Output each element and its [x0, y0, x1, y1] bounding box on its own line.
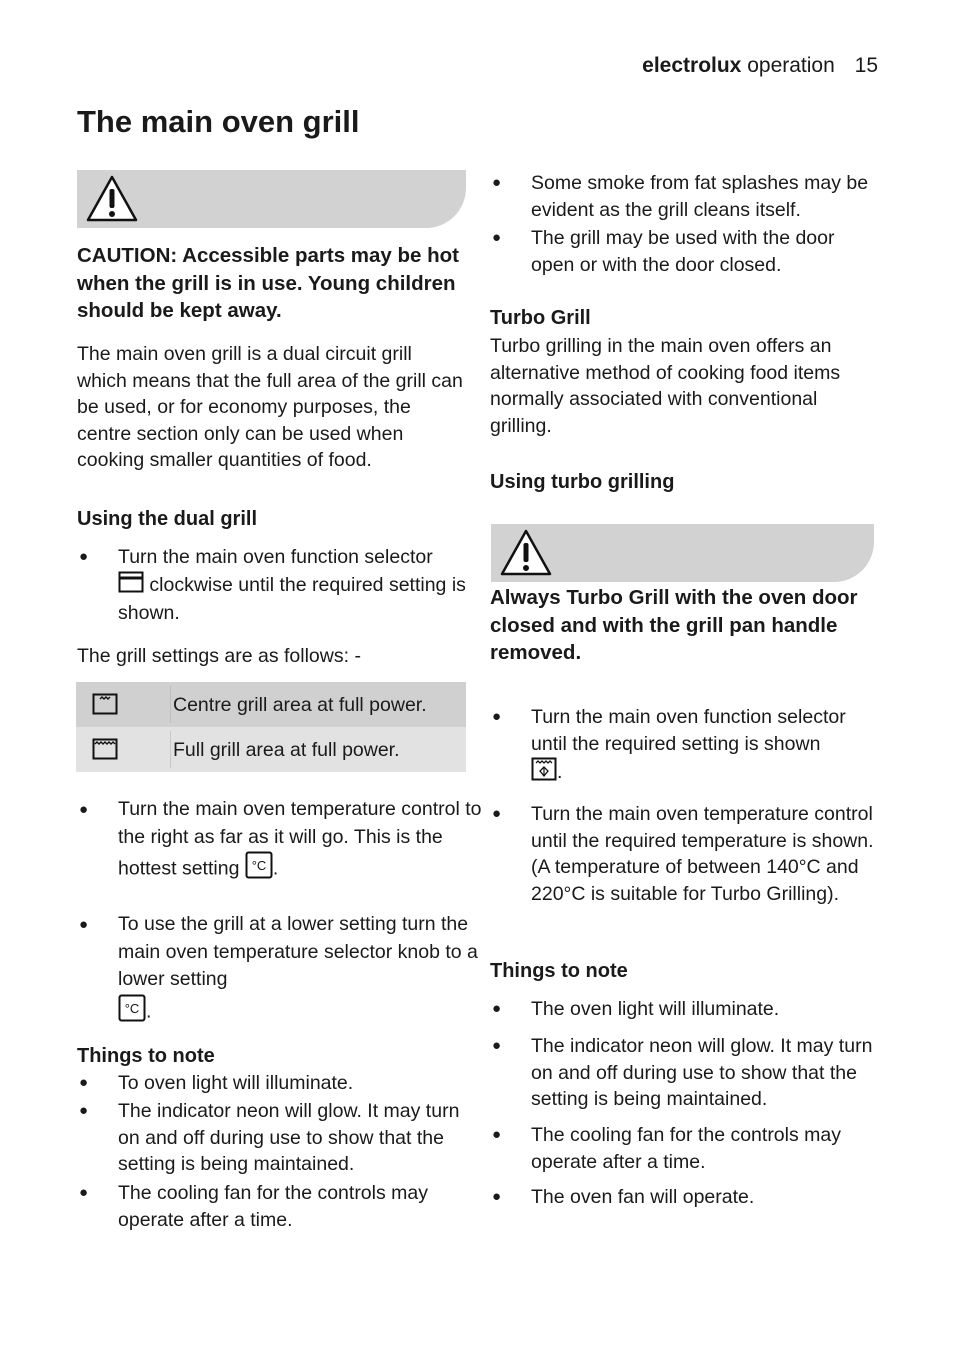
warning-triangle-icon [499, 528, 553, 578]
warning-banner [491, 524, 874, 582]
turbo-step-1: ● Turn the main oven function selector until the required setting is shown . [490, 704, 876, 789]
dual-step-2-text: Turn the main oven temperature control to the right as far as it will go. This is the hottest setting [118, 798, 482, 880]
list-item: ● The oven light will illuminate. [490, 996, 876, 1023]
function-selector-icon [118, 571, 144, 601]
list-item: ● The indicator neon will glow. It may turn on and off during use to show that the setting is being maintained. [77, 1098, 483, 1178]
caution-banner [77, 170, 466, 228]
turbo-grill-heading: Turbo Grill [490, 307, 591, 329]
turbo-grill-icon [531, 757, 557, 789]
turbo-step-1-text: Turn the main oven function selector until the required setting is shown [531, 706, 846, 755]
warning-triangle-icon [85, 174, 139, 224]
list-item: ● Some smoke from fat splashes may be evident as the grill cleans itself. [490, 170, 876, 223]
list-item: ● The grill may be used with the door open or with the door closed. [490, 225, 876, 278]
dual-step-1-text-a: Turn the main oven function selector [118, 546, 433, 568]
table-row [76, 682, 466, 727]
full-grill-icon [92, 738, 118, 765]
section-name: operation [747, 54, 835, 77]
page-title: The main oven grill [77, 104, 360, 139]
dual-step-2: ● Turn the main oven temperature control to the right as far as it will go. This is the hottest setting °C . [77, 796, 483, 888]
caution-text: CAUTION: Accessible parts may be hot when the grill is in use. Young children should be kept away. [77, 244, 460, 322]
setting-label: Full grill area at full power. [170, 731, 458, 768]
turbo-step-2: ● Turn the main oven temperature control until the required temperature is shown. (A temperature of between 140°C and 220°C is suitable for Turbo Grilling). [490, 801, 881, 907]
brand-name: electrolux [642, 54, 742, 77]
turbo-grill-paragraph: Turbo grilling in the main oven offers an alternative method of cooking food items normally associated with conventional grilling. [490, 335, 841, 437]
temperature-icon [118, 994, 146, 1031]
dual-step-1-text-b: clockwise until the required setting is shown. [118, 573, 466, 624]
list-item: ● The cooling fan for the controls may operate after a time. [490, 1122, 876, 1175]
list-item: ● The oven fan will operate. [490, 1184, 876, 1211]
grill-settings-table [76, 682, 466, 772]
setting-label: Centre grill area at full power. [170, 686, 458, 723]
using-turbo-heading: Using turbo grilling [490, 471, 675, 493]
dual-grill-heading: Using the dual grill [77, 508, 258, 530]
temp-symbol: °C [251, 858, 267, 873]
right-notes-heading: Things to note [490, 960, 628, 982]
page-header [642, 54, 878, 78]
max-temperature-icon [245, 851, 273, 888]
dual-step-3-text: To use the grill at a lower setting turn the main oven temperature selector knob to a lower setting [118, 913, 478, 990]
settings-intro: The grill settings are as follows: - [77, 645, 361, 667]
left-notes-heading: Things to note [77, 1045, 215, 1067]
list-item: ● To oven light will illuminate. [77, 1070, 483, 1097]
dual-step-1 [77, 544, 478, 627]
page-number: 15 [854, 54, 878, 77]
temp-symbol: °C [124, 1000, 140, 1016]
turbo-warning-text: Always Turbo Grill with the oven door closed and with the grill pan handle removed. [490, 586, 858, 664]
centre-grill-icon [92, 693, 118, 720]
dual-step-3: ● To use the grill at a lower setting turn the main oven temperature selector knob to a lower setting °C . [77, 911, 478, 1030]
list-item: ● The indicator neon will glow. It may turn on and off during use to show that the setting is being maintained. [490, 1033, 876, 1113]
table-row [76, 727, 466, 772]
intro-paragraph: The main oven grill is a dual circuit grill which means that the full area of the grill can be used, or for economy purposes, the centre section only can be used when cooking smaller quantities of food. [77, 343, 463, 471]
list-item: ● The cooling fan for the controls may operate after a time. [77, 1180, 483, 1233]
